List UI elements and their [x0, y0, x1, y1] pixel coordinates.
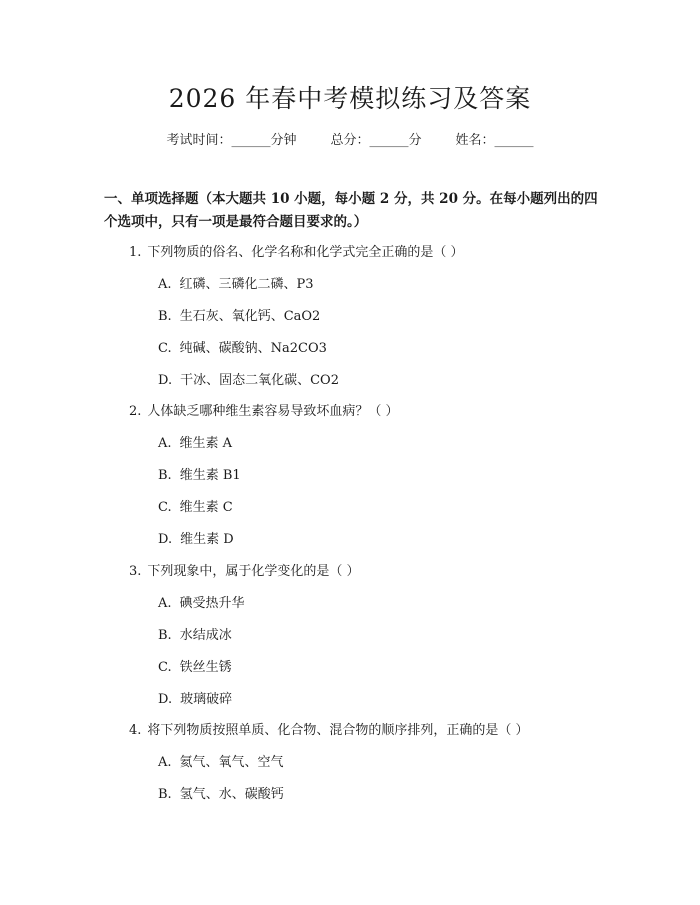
option-2d	[158, 530, 578, 550]
option-1b	[158, 307, 578, 327]
question-number: 1.	[129, 245, 142, 260]
question-text: 下列现象中，属于化学变化的是（ ）	[147, 564, 360, 579]
option-letter: B.	[158, 628, 172, 643]
question-number: 2.	[129, 404, 142, 419]
option-text: 纯碱、碳酸钠、Na2CO3	[179, 341, 327, 356]
option-text: 水结成冰	[179, 628, 232, 643]
option-text: 维生素 A	[179, 436, 233, 451]
section-heading-line: 个选项中，只有一项是最符合题目要求的。）	[104, 214, 368, 230]
exam-time-field: 考试时间：______分钟	[166, 133, 297, 148]
page-title: 2026 年春中考模拟练习及答案	[168, 84, 532, 113]
option-3c	[158, 658, 578, 678]
option-text: 碘受热升华	[179, 596, 245, 611]
option-text: 氦气、氧气、空气	[179, 755, 284, 770]
option-letter: B.	[158, 787, 172, 802]
option-text: 维生素 C	[179, 500, 233, 515]
question-number: 4.	[129, 723, 142, 738]
option-text: 生石灰、氧化钙、CaO2	[179, 309, 321, 324]
option-letter: A.	[158, 596, 172, 611]
question-1	[129, 243, 609, 263]
option-letter: C.	[158, 500, 172, 515]
section-heading	[104, 188, 604, 234]
exam-meta	[0, 131, 700, 151]
option-1a	[158, 275, 578, 295]
question-2	[129, 402, 609, 422]
option-letter: B.	[158, 309, 172, 324]
question-text: 下列物质的俗名、化学名称和化学式完全正确的是（ ）	[147, 245, 464, 260]
question-number: 3.	[129, 564, 142, 579]
option-3b	[158, 626, 578, 646]
option-1c	[158, 339, 578, 359]
option-letter: D.	[158, 532, 173, 547]
option-text: 红磷、三磷化二磷、P3	[179, 277, 314, 292]
option-letter: B.	[158, 468, 172, 483]
question-text: 将下列物质按照单质、化合物、混合物的顺序排列，正确的是（ ）	[147, 723, 529, 738]
option-2c	[158, 498, 578, 518]
option-4b	[158, 785, 578, 805]
option-text: 干冰、固态二氧化碳、CO2	[180, 373, 339, 388]
option-text: 氢气、水、碳酸钙	[179, 787, 284, 802]
option-4a	[158, 753, 578, 773]
option-letter: C.	[158, 660, 172, 675]
question-text: 人体缺乏哪种维生素容易导致坏血病？（ ）	[147, 404, 399, 419]
option-text: 维生素 B1	[179, 468, 241, 483]
question-4	[129, 721, 609, 741]
option-3a	[158, 594, 578, 614]
total-score-field: 总分：______分	[330, 133, 422, 148]
option-text: 玻璃破碎	[180, 692, 233, 707]
option-text: 维生素 D	[180, 532, 234, 547]
section-heading-line: 一、单项选择题（本大题共 10 小题，每小题 2 分，共 20 分。在每小题列出的四	[104, 191, 598, 207]
option-letter: D.	[158, 373, 173, 388]
question-3	[129, 562, 609, 582]
option-1d	[158, 371, 578, 391]
option-2a	[158, 434, 578, 454]
option-letter: A.	[158, 755, 172, 770]
option-text: 铁丝生锈	[179, 660, 232, 675]
option-letter: D.	[158, 692, 173, 707]
option-letter: A.	[158, 436, 172, 451]
option-3d	[158, 690, 578, 710]
option-letter: C.	[158, 341, 172, 356]
student-name-field: 姓名：______	[455, 133, 534, 148]
option-2b	[158, 466, 578, 486]
option-letter: A.	[158, 277, 172, 292]
